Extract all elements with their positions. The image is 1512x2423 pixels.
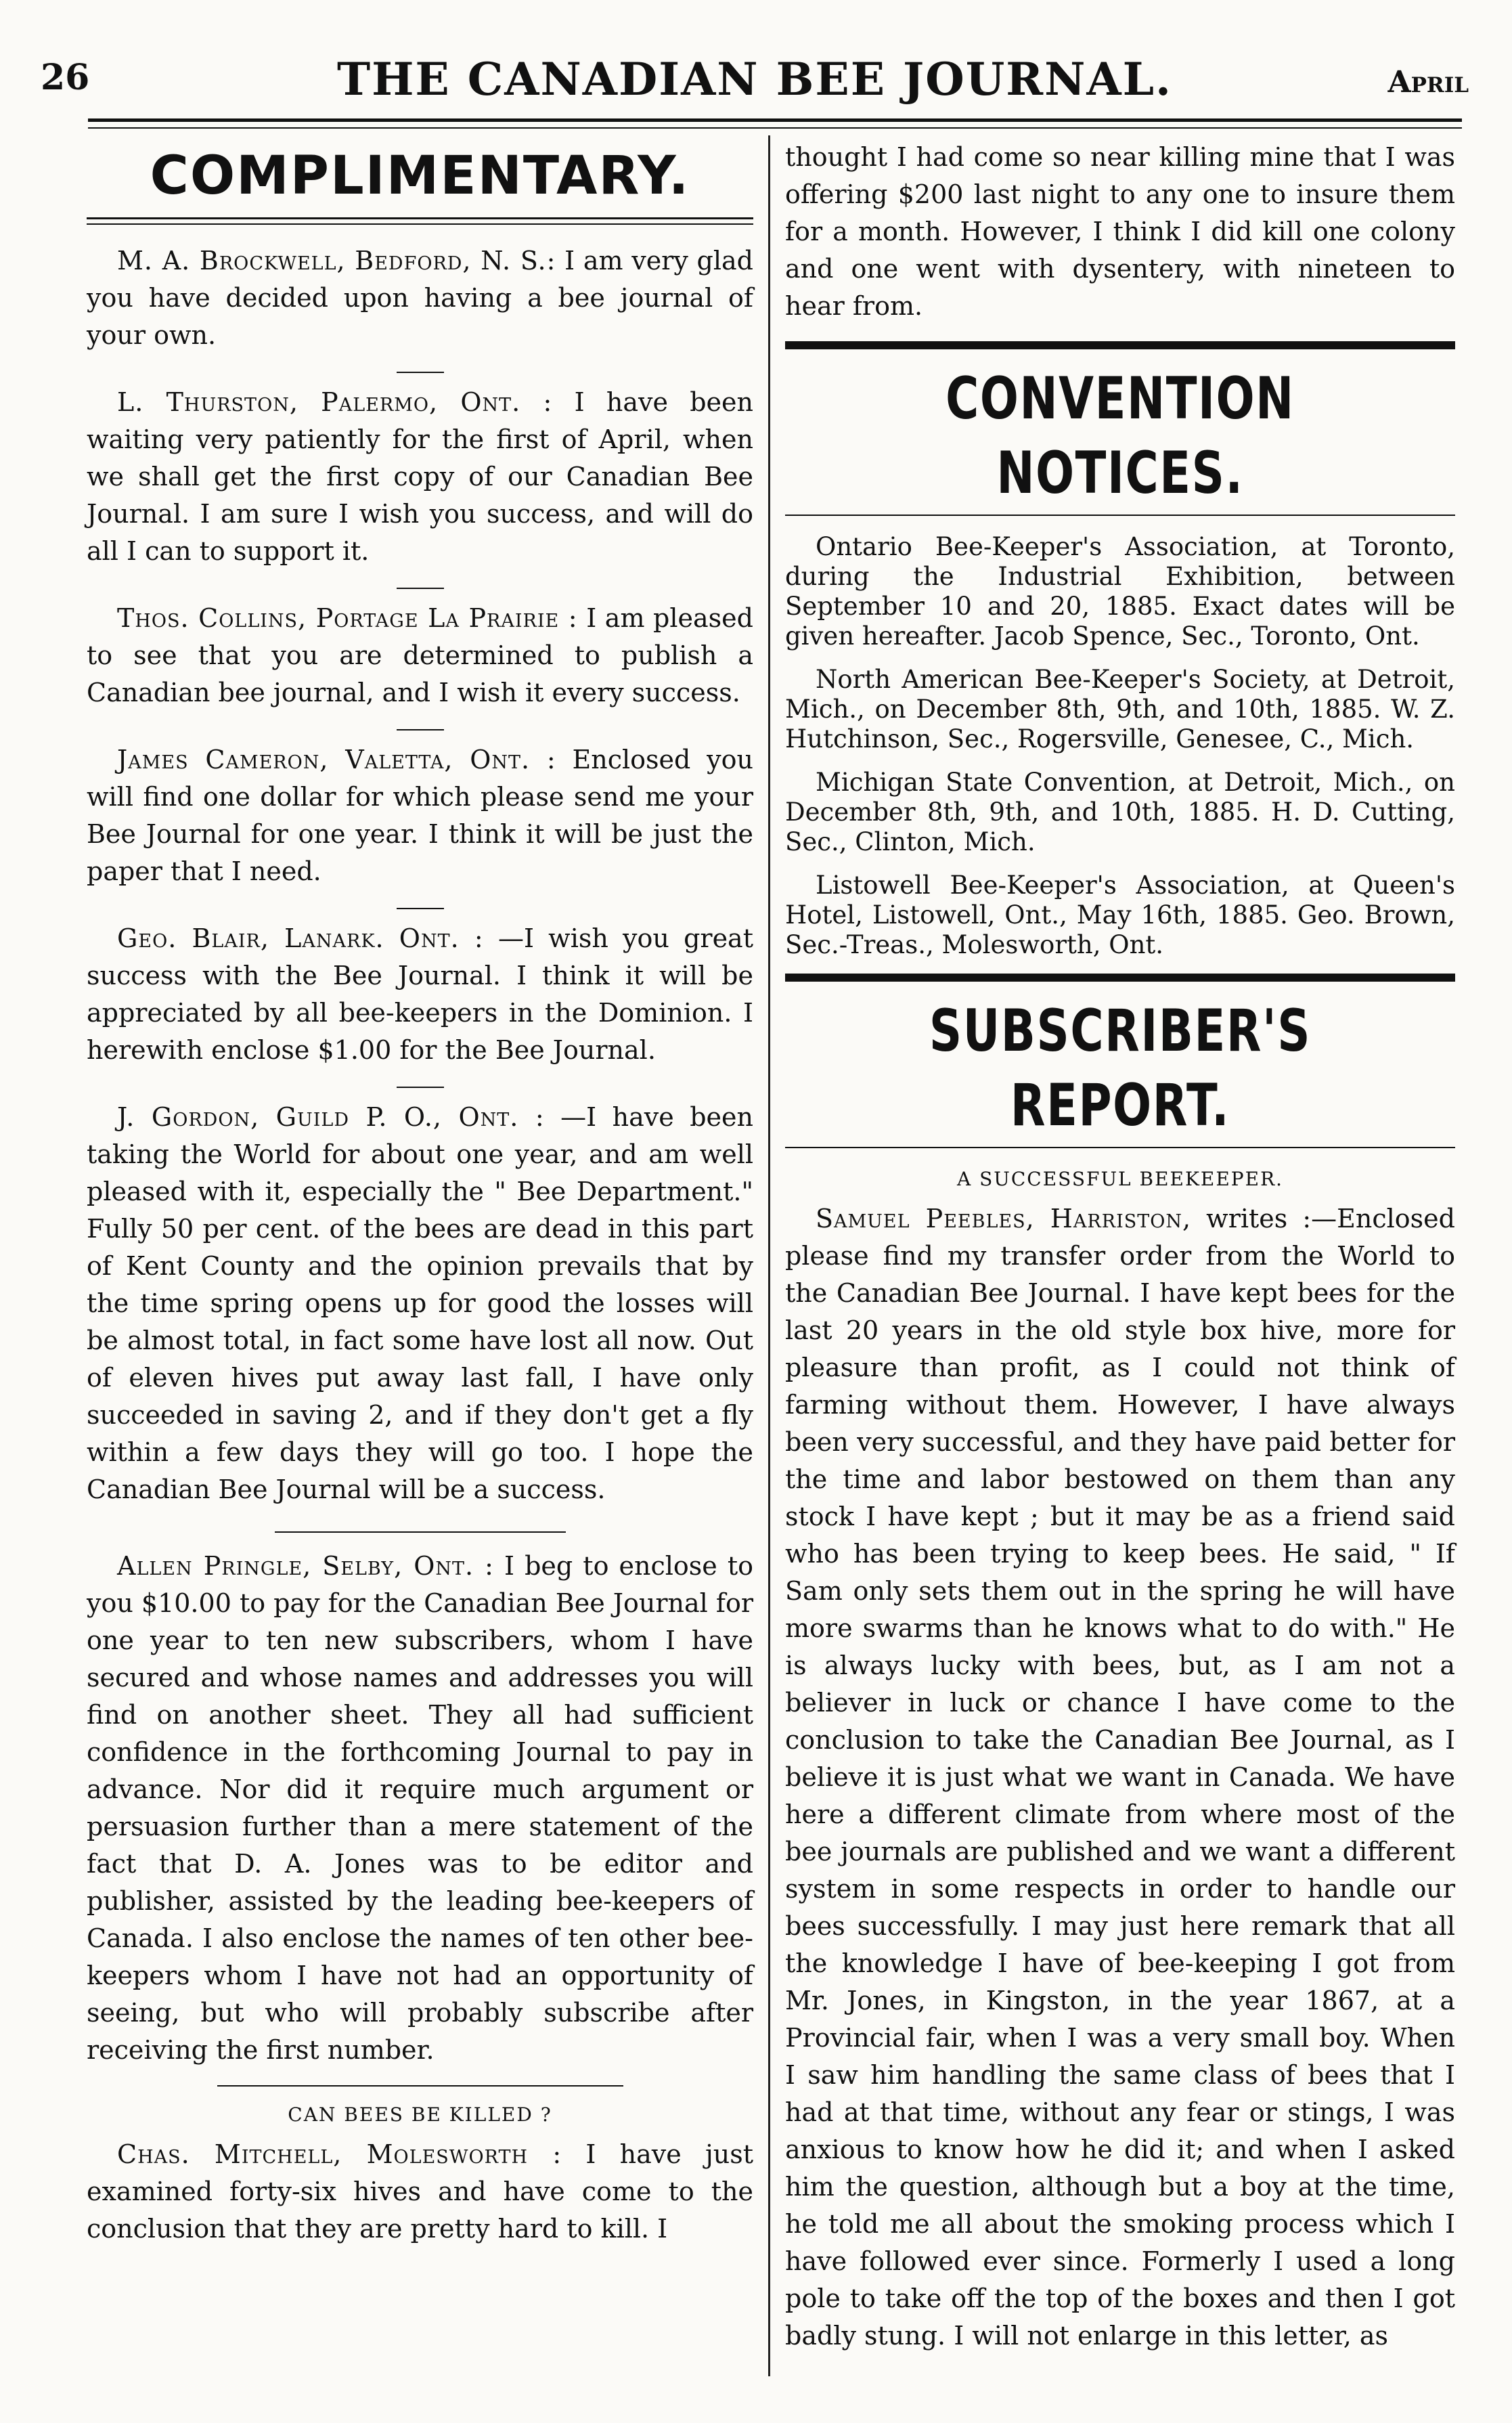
subscriber-subhead: A SUCCESSFUL BEEKEEPER.	[956, 1168, 1284, 1190]
subscriber-letter	[785, 1200, 1455, 2355]
separator	[397, 729, 444, 730]
letter	[87, 384, 753, 570]
letter	[87, 2136, 753, 2248]
complimentary-heading: COMPLIMENTARY.	[150, 146, 690, 206]
section-rule	[785, 974, 1455, 982]
section-rule	[785, 341, 1455, 349]
ornament-rule	[217, 2085, 623, 2087]
letter	[87, 741, 753, 890]
heading-rule	[785, 1147, 1455, 1148]
journal-title: THE CANADIAN BEE JOURNAL.	[336, 53, 1173, 106]
letter-text: I have been waiting very patiently for the first of April, when we shall get the first copy of our Canadian Bee Journal. I am sure I wish you success, and will do all I can to support it.	[87, 387, 753, 566]
header-rule	[88, 118, 1462, 122]
letter-text: Enclosed you will find one dollar for which please send me your Bee Journal for one year. I think it will be just the paper that I need.	[87, 745, 753, 886]
separator	[397, 908, 444, 909]
separator	[275, 1531, 566, 1533]
letter-writer: L. Thurston, Palermo, Ont. :	[117, 387, 553, 417]
column-divider	[768, 135, 770, 2376]
page-number: 26	[41, 57, 90, 98]
separator	[397, 588, 444, 589]
convention-notice: North American Bee-Keeper's Society, at Detroit, Mich., on December 8th, 9th, and 10th, 1885. W. Z. Hutchinson, Sec., Rogersville, Genesee, C., Mich.	[785, 665, 1455, 754]
letter-text: writes :—Enclosed please find my transfer order from the World to the Canadian Bee Journal. I have kept bees for the last 20 years in the old style box hive, more for pleasure than profit, as I could not think of farming without them. However, I have always been very successful, and they have paid better for the time and labor bestowed on them than any stock I have kept ; but it may be as a friend said who has been trying to keep bees. He said, " If Sam only sets them out in the spring he will have more swarms than he knows what to do with." He is always lucky with bees, but, as I am not a believer in luck or chance I have come to the conclusion to take the Canadian Bee Journal, as I believe it is just what we want in Canada. We have here a different climate from where most of the bee journals are published and we want a different system in some respects in order to handle our bees successfully. I may just here remark that all the knowledge I have of bee-keeping I got from Mr. Jones, in Kingston, in the year 1867, at a Provincial fair, when I was a very small boy. When I saw him handling the same class of bees that I had at that time, without any fear or stings, I was anxious to know how he did it; and when I asked him the question, although but a boy at the time, he told me all about the smoking process which I have followed ever since. Formerly I used a long pole to take off the top of the boxes and then I got badly stung. I will not enlarge in this letter, as	[785, 1204, 1455, 2351]
letter	[87, 600, 753, 712]
convention-notice: Ontario Bee-Keeper's Association, at Toronto, during the Industrial Exhibition, between September 10 and 20, 1885. Exact dates will be given hereafter. Jacob Spence, Sec., Toronto, Ont.	[785, 532, 1455, 651]
letter-text: I have just examined forty-six hives and have come to the conclusion that they are pretty hard to kill. I	[87, 2139, 753, 2244]
convention-heading: CONVENTION NOTICES.	[946, 365, 1295, 507]
page-header	[41, 41, 1469, 122]
letter-text: —I have been taking the World for about one year, and am well pleased with it, especially the " Bee Department." Fully 50 per cent. of the bees are dead in this part of Kent County and the opinion prevails that by the time spring opens up for good the losses will be almost total, in fact some have lost all now. Out of eleven hives put away last fall, I have only succeeded in saving 2, and if they don't get a fly within a few days they will go too. I hope the Canadian Bee Journal will be a success.	[87, 1102, 754, 1504]
heading-rule	[785, 515, 1455, 516]
letter-writer: Thos. Collins, Portage La Prairie :	[117, 603, 578, 633]
left-column	[87, 139, 753, 2253]
letter-writer: Samuel Peebles, Harriston,	[816, 1204, 1192, 1234]
letter	[87, 1099, 753, 1508]
separator	[397, 372, 444, 373]
heading-rule-thin	[87, 223, 753, 225]
letter-text: I beg to enclose to you $10.00 to pay for the Canadian Bee Journal for one year to ten new subscribers, whom I have secured and whose names and addresses you will find on another sheet. They all had sufficient confidence in the forthcoming Journal to pay in advance. Nor did it require much argument or persuasion further than a mere statement of the fact that D. A. Jones was to be editor and publisher, assisted by the leading bee-keepers of Canada. I also enclose the names of ten other bee-keepers whom I have not had an opportunity of seeing, but who will probably subscribe after receiving the first number.	[87, 1551, 753, 2065]
header-rule-thin	[88, 127, 1462, 129]
separator	[397, 1087, 444, 1088]
letter-writer: Geo. Blair, Lanark. Ont. :	[117, 923, 484, 953]
letter-writer: Allen Pringle, Selby, Ont. :	[117, 1551, 494, 1581]
subscriber-heading: SUBSCRIBER'S REPORT.	[929, 997, 1312, 1139]
convention-notice: Listowell Bee-Keeper's Association, at Queen's Hotel, Listowell, Ont., May 16th, 1885. Geo. Brown, Sec.-Treas., Molesworth, Ont.	[785, 871, 1455, 959]
right-column	[785, 139, 1455, 2360]
letter-writer: Chas. Mitchell, Molesworth :	[117, 2139, 562, 2169]
letter-text: I am very glad you have decided upon having a bee journal of your own.	[87, 246, 753, 350]
heading-rule	[87, 217, 753, 219]
letter-text: I am pleased to see that you are determined to publish a Canadian bee journal, and I wish it every success.	[87, 603, 753, 707]
letter-writer: M. A. Brockwell, Bedford, N. S.:	[117, 246, 556, 276]
convention-notice: Michigan State Convention, at Detroit, Mich., on December 8th, 9th, and 10th, 1885. H. D. Cutting, Sec., Clinton, Mich.	[785, 768, 1455, 856]
letter	[87, 242, 753, 354]
letter-writer: James Cameron, Valetta, Ont. :	[117, 745, 556, 774]
letter	[87, 920, 753, 1069]
issue-month: April	[1387, 65, 1469, 100]
letter	[87, 1548, 753, 2069]
letter-text: —I wish you great success with the Bee Journal. I think it will be appreciated by all bee-keepers in the Dominion. I herewith enclose $1.00 for the Bee Journal.	[87, 923, 753, 1065]
letter-writer: J. Gordon, Guild P. O., Ont. :	[117, 1102, 545, 1132]
kill-subhead: CAN BEES BE KILLED ?	[288, 2103, 552, 2126]
continued-text: thought I had come so near killing mine that I was offering $200 last night to any one to insure them for a month. However, I think I did kill one colony and one went with dysentery, with nineteen to hear from.	[785, 142, 1455, 321]
